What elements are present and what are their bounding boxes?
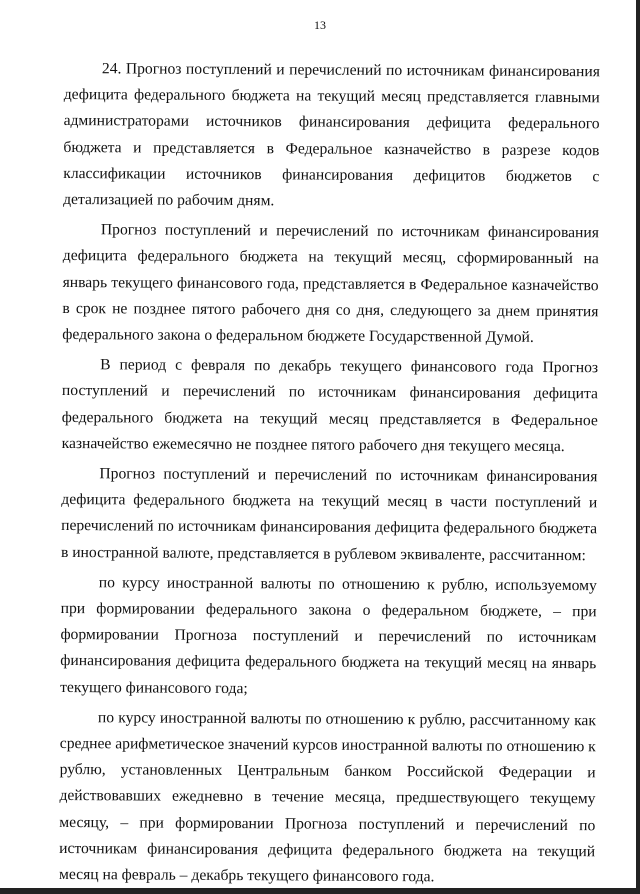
paragraph-february-december: В период с февраля по декабрь текущего финансового года Прогноз поступлений и перечислений по источникам финансирования дефицита федерального бюджета на текущий месяц представляется в Федеральное казначейство ежемесячно не позднее пятого рабочего дня текущего месяца.: [61, 356, 599, 455]
paragraph-rate-january: по курсу иностранной валюты по отношению к рублю, используемому при формировании федерального закона о федеральном бюджете, – при формировании Прогноза поступлений и перечислений по источникам финансирования дефицита федерального бюджета на текущий месяц на январь текущего финансового года;: [60, 574, 597, 697]
scan-border-right: [636, 0, 640, 894]
paragraph-24: 24. Прогноз поступлений и перечислений по источникам финансирования дефицита федерального бюджета на текущий месяц представляется главными администраторами источников финансирования дефицита федерального бюджета и представляется в Федеральное казначейство в разрезе кодов классификации источников финансирования дефицитов бюджетов с детализацией по рабочим дням.: [63, 60, 600, 210]
paragraph-rate-average: по курсу иностранной валюты по отношению к рублю, рассчитанному как среднее арифметическое значений курсов иностранной валюты по отношению к рублю, установленных Центральным банком Российской Федерации и действовавших ежедневно в течение месяца, предшествующего текущему месяцу, – при формировании Прогноза поступлений и перечислений по источникам финансирования дефицита федерального бюджета на текущий месяц на февраль – декабрь текущего финансового года.: [58, 709, 597, 886]
scan-border-bottom: [0, 888, 640, 894]
paragraph-foreign-currency: Прогноз поступлений и перечислений по источникам финансирования дефицита федерального бюджета на текущий месяц в части поступлений и перечислений по источникам финансирования дефицита федерального бюджета в иностранной валюте, представляется в рублевом эквиваленте, рассчитанном:: [60, 465, 598, 564]
page-number: 13: [314, 18, 326, 32]
paragraph-january-forecast: Прогноз поступлений и перечислений по источникам финансирования дефицита федерального бюджета на текущий месяц, сформированный на январь текущего финансового года, представляется в Федеральное казначейство в срок не позднее пятого рабочего дня со дня, следующего за днем принятия федерального закона о федеральном бюджете Государственной Думой.: [62, 221, 599, 346]
document-body: [59, 56, 600, 892]
